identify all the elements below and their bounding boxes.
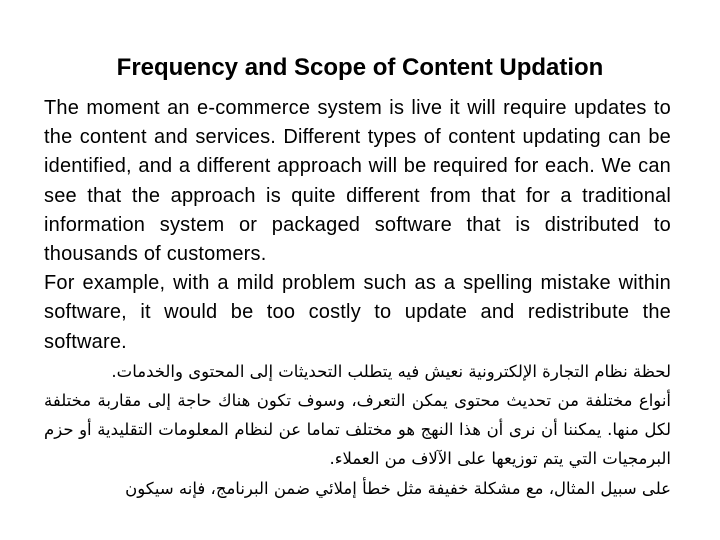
slide-title: Frequency and Scope of Content Updation — [116, 54, 604, 81]
paragraph-ar-2: أنواع مختلفة من تحديث محتوى يمكن التعرف، وسوف تكون هناك حاجة إلى مقاربة مختلفة لكل منها. يمكننا أن نرى أن هذا النهج هو مختلف تماما عن لنظام المعلومات التقليدية أو حزم البرمجيات التي يتم توزيعها على الآلاف من العملاء. — [44, 391, 671, 469]
paragraph-en-1: The moment an e-commerce system is live it will require updates to the content and services. Different types of content updating can be identified, and a different approach will be required for each. We can see that the approach is quite different from that for a traditional information system or packaged software that is distributed to thousands of customers. — [44, 97, 671, 266]
paragraph-en-2: For example, with a mild problem such as a spelling mistake within software, it would be too costly to update and redistribute the software. — [44, 272, 671, 353]
paragraph-ar-3: على سبيل المثال، مع مشكلة خفيفة مثل خطأ إملائي ضمن البرنامج، فإنه سيكون — [125, 478, 671, 498]
slide-body — [44, 94, 671, 503]
arabic-text — [44, 357, 671, 503]
paragraph-ar-1: لحظة نظام التجارة الإلكترونية نعيش فيه يتطلب التحديثات إلى المحتوى والخدمات. — [111, 361, 671, 381]
english-text — [44, 94, 671, 357]
